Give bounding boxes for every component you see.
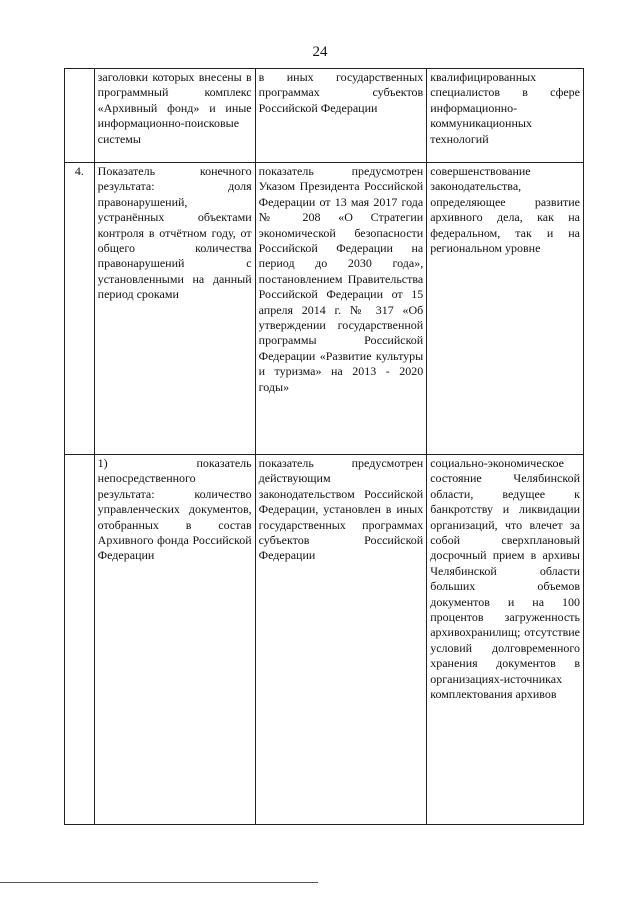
indicator-reason-cell (427, 455, 584, 825)
table-row (65, 69, 584, 163)
page-number: 24 (312, 44, 328, 60)
indicator-name-cell (94, 69, 255, 163)
indicator-reason-text: социально-экономическое состояние Челябинской области, ведущее к банкротству и ликвидации организаций, что влечет за собой сверхплановый досрочный прием в архивы Челябинской области больших объемов документов и на 100 процентов загруженность архивохранилищ; отсутствие условий долговременного хранения документов в организациях-источниках комплектования архивов (430, 456, 580, 702)
indicator-basis-text: в иных государственных программах субъектов Российской Федерации (258, 70, 424, 115)
indicator-reason-cell (427, 69, 584, 163)
indicator-name-text: Показатель конечного результата: доля правонарушений, устранённых объектами контроля в отчётном году, от общего количества правонарушений с установленными на данный период сроками (97, 164, 252, 302)
indicator-name-text: заголовки которых внесены в программный комплекс «Архивный фонд» и иные информационно-поисковые системы (97, 70, 252, 146)
indicator-name-text: 1) показатель непосредственного результата: количество управленческих документов, отобранных в состав Архивного фонда Российской Федерации (97, 456, 252, 563)
indicator-name-cell (94, 163, 255, 455)
row-number-cell (65, 455, 95, 825)
table-row (65, 455, 584, 825)
indicator-basis-cell (255, 163, 427, 455)
footer-divider (0, 882, 318, 883)
indicator-basis-cell (255, 455, 427, 825)
indicators-table (64, 68, 584, 825)
row-number-cell: 4. (65, 163, 95, 455)
indicator-reason-cell (427, 163, 584, 455)
indicator-name-cell (94, 455, 255, 825)
table-row (65, 163, 584, 455)
indicator-reason-text: квалифицированных специалистов в сфере информационно-коммуникационных технологий (430, 70, 580, 146)
indicator-reason-text: совершенствование законодательства, определяющее развитие архивного дела, как на федеральном, так и на региональном уровне (430, 164, 580, 256)
row-number-cell (65, 69, 95, 163)
indicator-basis-text: показатель предусмотрен действующим законодательством Российской Федерации, установлен в иных государственных программах субъектов Российской Федерации (258, 456, 424, 563)
indicator-basis-cell (255, 69, 427, 163)
indicator-basis-text: показатель предусмотрен Указом Президента Российской Федерации от 13 мая 2017 года № 208 «О Стратегии экономической безопасности Российской Федерации на период до 2030 года», постановлением Правительства Российской Федерации от 15 апреля 2014 г. № 317 «Об утверждении государственной программы Российской Федерации «Развитие культуры и туризма» на 2013 - 2020 годы» (258, 164, 424, 394)
